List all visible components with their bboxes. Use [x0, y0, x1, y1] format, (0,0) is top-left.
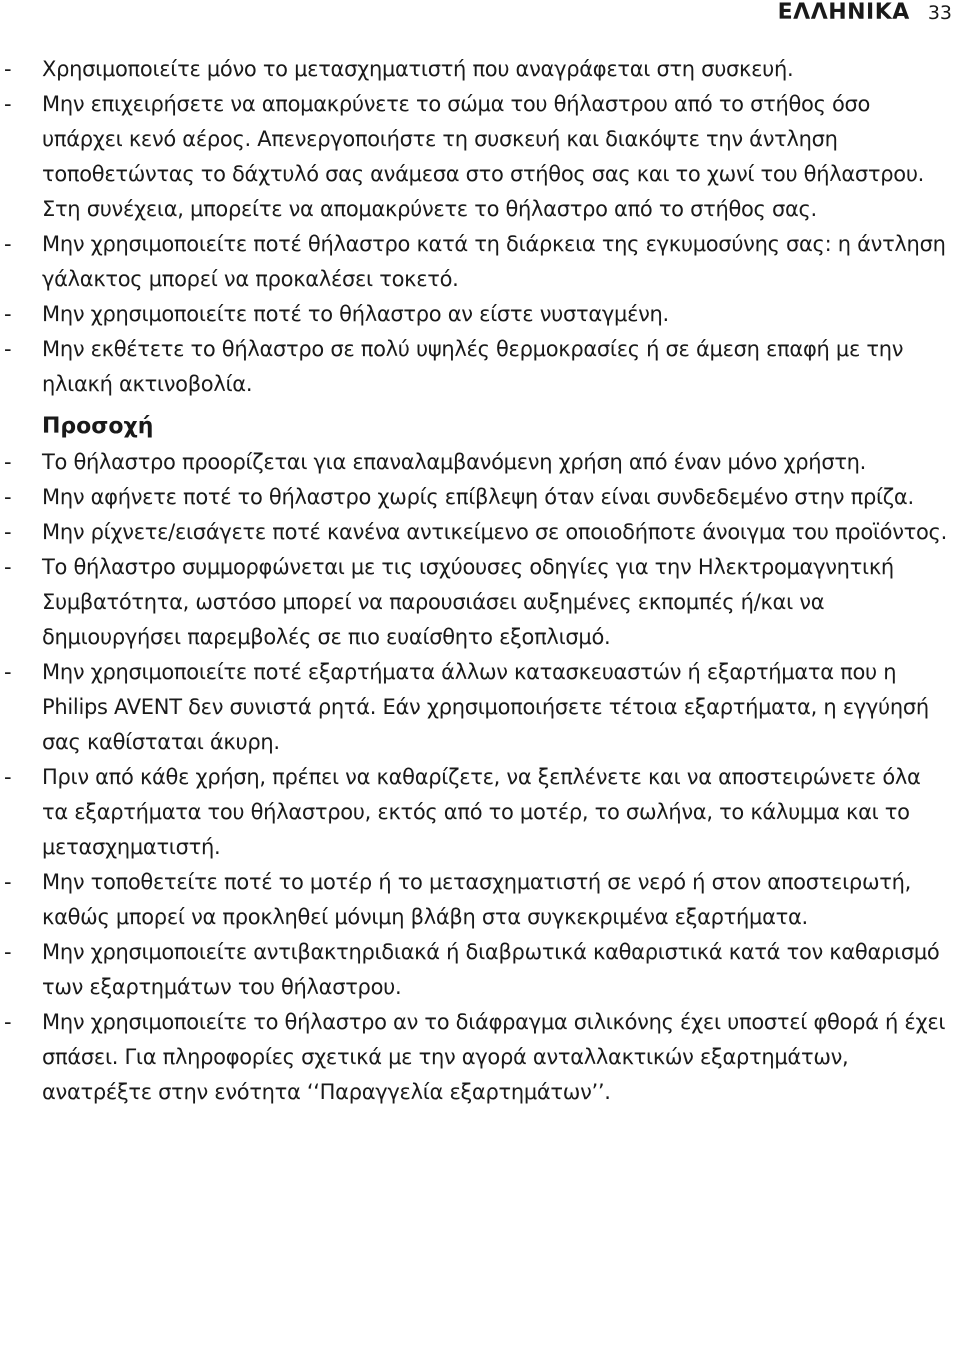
list-item-text: Το θήλαστρο συμμορφώνεται με τις ισχύουσες οδηγίες για την Ηλεκτρομαγνητική Συμβατότητα, ωστόσο μπορεί να παρουσιάσει αυξημένες εκπομπές ή/και να δημιουργήσει παρεμβολές σε πιο ευαίσθητο εξοπλισμό. — [42, 555, 894, 649]
bullet-dash: - — [4, 57, 12, 81]
bullet-dash: - — [4, 485, 12, 509]
list-item-text: Χρησιμοποιείτε μόνο το μετασχηματιστή που αναγράφεται στη συσκευή. — [42, 57, 794, 81]
list-item-text: Μην χρησιμοποιείτε ποτέ το θήλαστρο αν είστε νυσταγμένη. — [42, 302, 669, 326]
page-header — [778, 0, 952, 28]
list-item — [0, 1005, 950, 1110]
list-item-text: Πριν από κάθε χρήση, πρέπει να καθαρίζετε, να ξεπλένετε και να αποστειρώνετε όλα τα εξαρτήματα του θήλαστρου, εκτός από το μοτέρ, το σωλήνα, το κάλυμμα και το μετασχηματιστή. — [42, 765, 921, 859]
list-item — [0, 227, 950, 297]
list-item — [0, 655, 950, 760]
bullet-dash: - — [4, 520, 12, 544]
list-item-text: Μην τοποθετείτε ποτέ το μοτέρ ή το μετασχηματιστή σε νερό ή στον αποστειρωτή, καθώς μπορεί να προκληθεί μόνιμη βλάβη στα συγκεκριμένα εξαρτήματα. — [42, 870, 911, 929]
language-label: ΕΛΛΗΝΙΚΑ — [777, 0, 910, 25]
list-item — [0, 297, 950, 332]
list-item — [0, 515, 950, 550]
bullet-dash: - — [4, 302, 12, 326]
bullet-dash: - — [4, 232, 12, 256]
warnings-list — [0, 52, 950, 402]
list-item-text: Μην ρίχνετε/εισάγετε ποτέ κανένα αντικείμενο σε οποιοδήποτε άνοιγμα του προϊόντος. — [42, 520, 947, 544]
document-body — [0, 52, 950, 1110]
bullet-dash: - — [4, 555, 12, 579]
list-item-text: Μην επιχειρήσετε να απομακρύνετε το σώμα του θήλαστρου από το στήθος όσο υπάρχει κενό αέρος. Απενεργοποιήστε τη συσκευή και διακόψτε την άντληση τοποθετώντας το δάχτυλό σας ανάμεσα στο στήθος σας και το χωνί του θήλαστρου. Στη συνέχεια, μπορείτε να απομακρύνετε το θήλαστρο από το στήθος σας. — [42, 92, 925, 221]
list-item — [0, 87, 950, 227]
page-number: 33 — [927, 2, 952, 24]
caution-heading: Προσοχή — [42, 414, 154, 439]
list-item — [0, 550, 950, 655]
list-item-text: Μην εκθέτετε το θήλαστρο σε πολύ υψηλές θερμοκρασίες ή σε άμεση επαφή με την ηλιακή ακτινοβολία. — [42, 337, 904, 396]
bullet-dash: - — [4, 870, 12, 894]
list-item — [0, 760, 950, 865]
list-item — [0, 865, 950, 935]
list-item-text: Μην χρησιμοποιείτε ποτέ εξαρτήματα άλλων κατασκευαστών ή εξαρτήματα που η Philips AVENT δεν συνιστά ρητά. Εάν χρησιμοποιήσετε τέτοια εξαρτήματα, η εγγύησή σας καθίσταται άκυρη. — [42, 660, 929, 754]
bullet-dash: - — [4, 450, 12, 474]
list-item-text: Μην αφήνετε ποτέ το θήλαστρο χωρίς επίβλεψη όταν είναι συνδεδεμένο στην πρίζα. — [42, 485, 914, 509]
bullet-dash: - — [4, 765, 12, 789]
bullet-dash: - — [4, 92, 12, 116]
bullet-dash: - — [4, 660, 12, 684]
bullet-dash: - — [4, 1010, 12, 1034]
list-item — [0, 332, 950, 402]
list-item — [0, 935, 950, 1005]
bullet-dash: - — [4, 337, 12, 361]
bullet-dash: - — [4, 940, 12, 964]
list-item — [0, 52, 950, 87]
caution-list — [0, 445, 950, 1110]
list-item-text: Μην χρησιμοποιείτε ποτέ θήλαστρο κατά τη διάρκεια της εγκυμοσύνης σας: η άντληση γάλακτος μπορεί να προκαλέσει τοκετό. — [42, 232, 946, 291]
list-item — [0, 480, 950, 515]
list-item-text: Το θήλαστρο προορίζεται για επαναλαμβανόμενη χρήση από έναν μόνο χρήστη. — [42, 450, 867, 474]
list-item-text: Μην χρησιμοποιείτε αντιβακτηριδιακά ή διαβρωτικά καθαριστικά κατά τον καθαρισμό των εξαρτημάτων του θήλαστρου. — [42, 940, 940, 999]
list-item-text: Μην χρησιμοποιείτε το θήλαστρο αν το διάφραγμα σιλικόνης έχει υποστεί φθορά ή έχει σπάσει. Για πληροφορίες σχετικά με την αγορά ανταλλακτικών εξαρτημάτων, ανατρέξτε στην ενότητα ‘‘Παραγγελία εξαρτημάτων’’. — [42, 1010, 946, 1104]
list-item — [0, 445, 950, 480]
